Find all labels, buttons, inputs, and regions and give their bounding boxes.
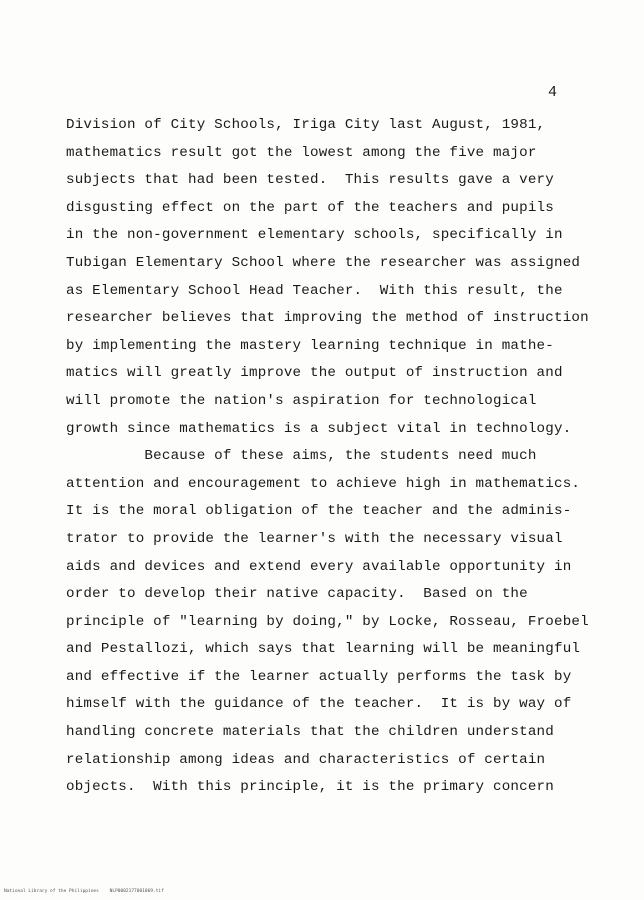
text-line: will promote the nation's aspiration for technological [66, 392, 537, 409]
text-line: Because of these aims, the students need much [66, 448, 537, 465]
text-line: as Elementary School Head Teacher. With this result, the [66, 282, 563, 299]
text-line: trator to provide the learner's with the necessary visual [66, 530, 563, 547]
text-line: mathematics result got the lowest among the five major [66, 144, 537, 161]
text-line: and Pestallozi, which says that learning will be meaningful [66, 641, 581, 658]
text-line: himself with the guidance of the teacher. It is by way of [66, 696, 572, 713]
page-number: 4 [548, 84, 558, 101]
text-line: by implementing the mastery learning technique in mathe- [66, 337, 554, 354]
scan-footer: National Library of the Philippines NLP0002177001069.tif [4, 889, 164, 894]
text-line: Division of City Schools, Iriga City last August, 1981, [66, 117, 546, 133]
text-line: relationship among ideas and characteristics of certain [66, 751, 546, 768]
text-line: order to develop their native capacity. Based on the [66, 586, 528, 603]
text-line: It is the moral obligation of the teacher and the adminis- [66, 503, 572, 520]
body-text [66, 112, 626, 802]
text-line: researcher believes that improving the method of instruction [66, 310, 589, 327]
text-line: principle of "learning by doing," by Locke, Rosseau, Froebel [66, 613, 589, 630]
text-line: growth since mathematics is a subject vital in technology. [66, 420, 572, 437]
text-line: aids and devices and extend every available opportunity in [66, 558, 572, 575]
text-line: in the non-government elementary schools, specifically in [66, 227, 563, 244]
text-line: subjects that had been tested. This results gave a very [66, 172, 554, 189]
text-line: matics will greatly improve the output of instruction and [66, 365, 563, 382]
text-line: Tubigan Elementary School where the researcher was assigned [66, 254, 581, 271]
text-line: disgusting effect on the part of the teachers and pupils [66, 199, 554, 216]
text-line: objects. With this principle, it is the primary concern [66, 779, 554, 796]
text-line: handling concrete materials that the children understand [66, 724, 554, 741]
text-line: attention and encouragement to achieve high in mathematics. [66, 475, 581, 492]
text-line: and effective if the learner actually performs the task by [66, 668, 572, 685]
